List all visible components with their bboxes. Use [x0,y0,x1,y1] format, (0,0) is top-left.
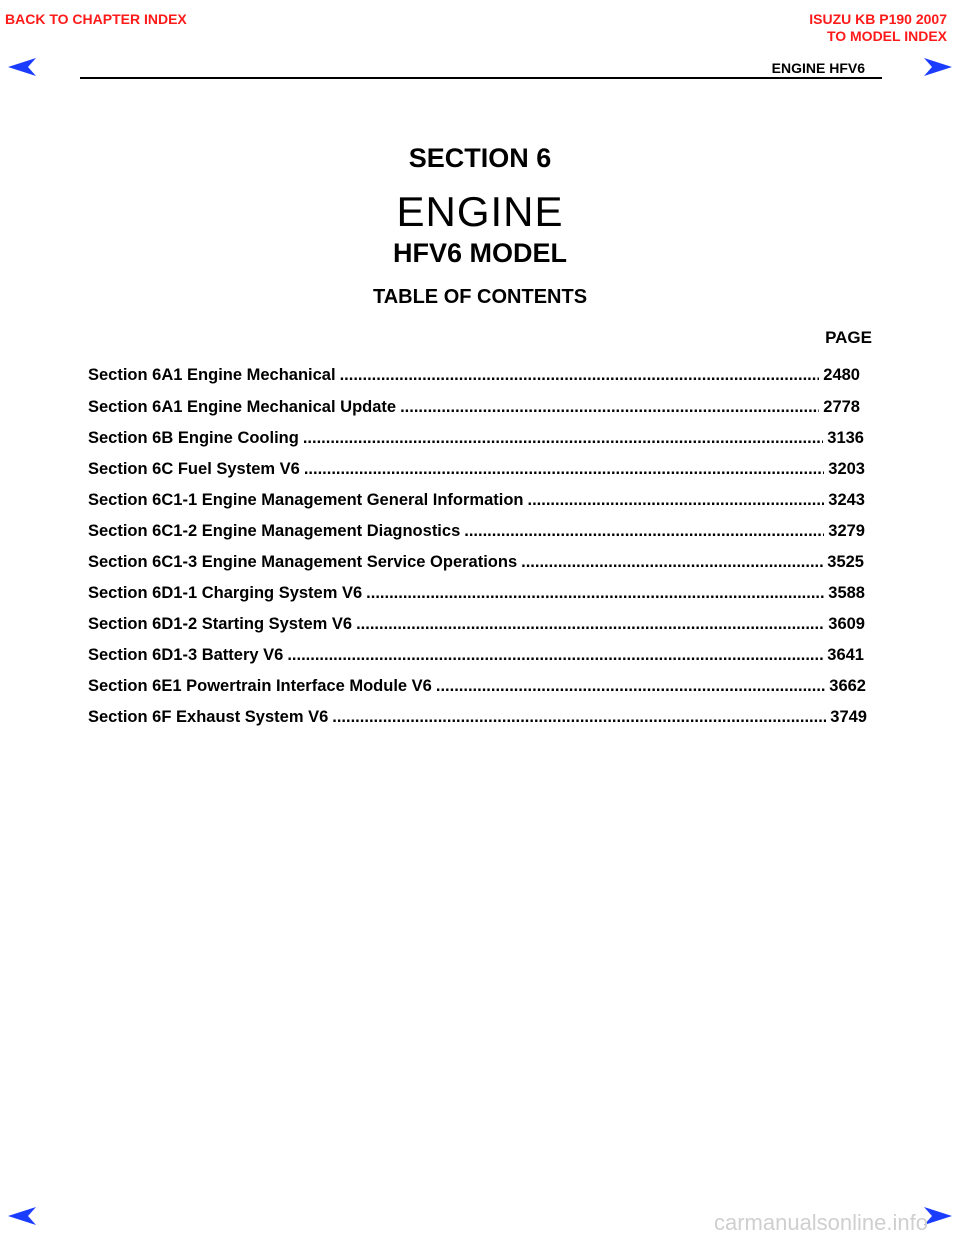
back-to-chapter-index-link[interactable]: BACK TO CHAPTER INDEX [5,11,187,27]
toc-entry-title: Section 6F Exhaust System V6 [88,708,329,726]
model-title: ISUZU KB P190 2007 [809,11,947,27]
toc-entry-title: Section 6B Engine Cooling [88,429,299,447]
toc-entry-page: 3136 [827,429,864,447]
toc-dot-leader [464,522,824,541]
toc-entry[interactable] [88,677,866,696]
toc-dot-leader [528,491,825,510]
toc-entry[interactable] [88,553,864,572]
toc-entry-page: 3641 [827,646,864,664]
to-model-index-link[interactable]: TO MODEL INDEX [826,28,947,44]
toc-entry[interactable] [88,366,860,385]
toc-entry-page: 3609 [828,615,865,633]
toc-dot-leader [340,366,820,385]
toc-title: TABLE OF CONTENTS [372,286,588,308]
toc-entry-title: Section 6E1 Powertrain Interface Module V6 [88,677,432,695]
arrow-left-icon [8,58,36,76]
toc-entry-page: 2480 [823,366,860,384]
toc-entry-page: 3203 [828,460,865,478]
toc-entry-page: 3749 [830,708,867,726]
toc-entry-page: 2778 [823,398,860,416]
toc-entry-title: Section 6C1-3 Engine Management Service Operations [88,553,518,571]
section-name: ENGINE [396,188,564,235]
toc-dot-leader [521,553,823,572]
toc-entry[interactable] [88,584,865,603]
toc-entry-page: 3279 [828,522,865,540]
toc-entry-page: 3662 [829,677,866,695]
toc-entry[interactable] [88,646,864,665]
toc-dot-leader [304,460,824,479]
toc-dot-leader [366,584,824,603]
toc-dot-leader [400,398,819,417]
toc-entry-page: 3525 [827,553,864,571]
arrow-right-icon [924,1207,952,1225]
toc-dot-leader [287,646,823,665]
toc-entry-title: Section 6A1 Engine Mechanical [88,366,336,384]
toc-entry-page: 3243 [828,491,865,509]
toc-entry[interactable] [88,429,864,448]
toc-entry[interactable] [88,460,865,479]
prev-page-button-bottom[interactable] [8,1207,36,1225]
model-name: HFV6 MODEL [392,238,567,268]
toc-entry-title: Section 6D1-2 Starting System V6 [88,615,353,633]
toc-entry[interactable] [88,398,860,417]
toc-entry-title: Section 6A1 Engine Mechanical Update [88,398,397,416]
toc-entry[interactable] [88,522,865,541]
header-divider [80,77,882,79]
page-column-label: PAGE [825,328,872,347]
toc-dot-leader [436,677,825,696]
toc-entry-page: 3588 [828,584,865,602]
running-header: ENGINE HFV6 [771,60,865,76]
toc-entry-title: Section 6D1-3 Battery V6 [88,646,284,664]
arrow-left-icon [8,1207,36,1225]
watermark: carmanualsonline.info [713,1210,928,1235]
toc-dot-leader [356,615,824,634]
arrow-right-icon [924,58,952,76]
toc-entry-title: Section 6D1-1 Charging System V6 [88,584,363,602]
toc-entry-title: Section 6C1-2 Engine Management Diagnostics [88,522,461,540]
toc-entry[interactable] [88,708,867,727]
section-number: SECTION 6 [408,143,552,173]
next-page-button[interactable] [924,58,952,76]
toc-entry[interactable] [88,615,865,634]
toc-dot-leader [332,708,826,727]
prev-page-button[interactable] [8,58,36,76]
toc-entry-title: Section 6C1-1 Engine Management General Information [88,491,524,509]
toc-entry[interactable] [88,491,865,510]
next-page-button-bottom[interactable] [924,1207,952,1225]
toc-dot-leader [303,429,823,448]
toc-entry-title: Section 6C Fuel System V6 [88,460,300,478]
